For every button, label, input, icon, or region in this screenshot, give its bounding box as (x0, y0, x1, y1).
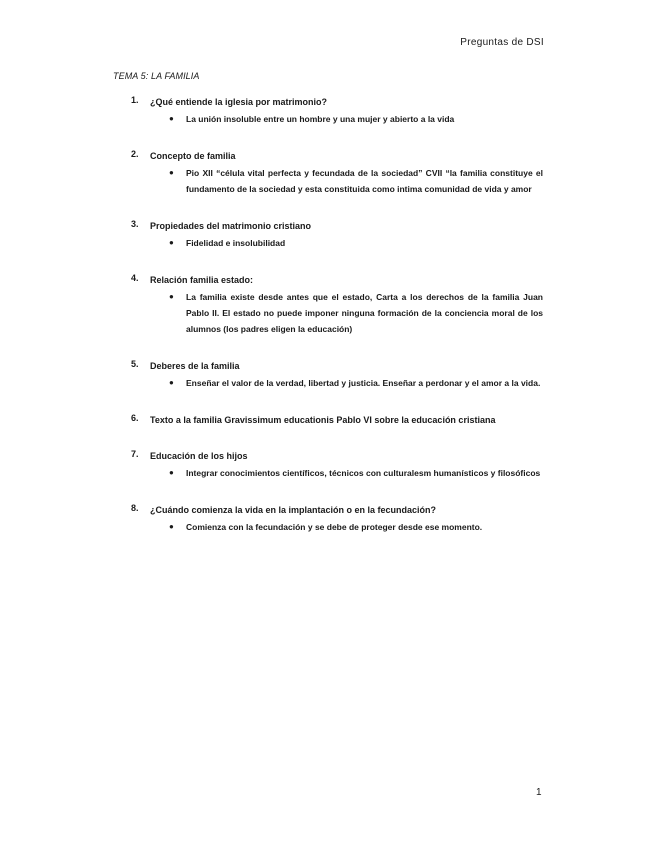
page-number: 1 (536, 787, 542, 798)
answer-text: Fidelidad e insolubilidad (186, 238, 286, 248)
question-item (113, 503, 543, 535)
bullet-icon: ● (169, 168, 174, 177)
answer-item (150, 465, 543, 481)
answer-list (150, 375, 543, 391)
bullet-icon: ● (169, 114, 174, 123)
answer-item (150, 519, 543, 535)
answer-item (150, 235, 543, 251)
answer-item (150, 165, 543, 197)
question-title: Deberes de la familia (150, 361, 240, 371)
question-number: 5. (131, 359, 139, 369)
question-number: 7. (131, 449, 139, 459)
question-title: Concepto de familia (150, 151, 236, 161)
answer-text: Integrar conocimientos científicos, técnicos con culturalesm humanísticos y filosóficos (186, 468, 541, 478)
question-item (113, 273, 543, 337)
question-item (113, 149, 543, 197)
question-title: ¿Cuándo comienza la vida en la implantación o en la fecundación? (150, 505, 437, 515)
answer-list (150, 289, 543, 337)
question-number: 3. (131, 219, 139, 229)
question-list (113, 95, 543, 557)
question-title: Educación de los hijos (150, 451, 248, 461)
topic-heading: TEMA 5: LA FAMILIA (113, 71, 200, 81)
answer-item (150, 289, 543, 337)
bullet-icon: ● (169, 468, 174, 477)
bullet-icon: ● (169, 378, 174, 387)
question-title: Propiedades del matrimonio cristiano (150, 221, 312, 231)
question-title: Texto a la familia Gravissimum educationis Pablo VI sobre la educación cristiana (150, 415, 496, 425)
answer-list (150, 235, 543, 251)
answer-text: Pio XII “célula vital perfecta y fecundada de la sociedad” CVII “la familia constituye el fundamento de la sociedad y esta constituida como intima comunidad de vida y amor (186, 168, 543, 194)
question-number: 4. (131, 273, 139, 283)
bullet-icon: ● (169, 238, 174, 247)
header-title: Preguntas de DSI (460, 37, 544, 48)
question-item (113, 449, 543, 481)
question-item (113, 95, 543, 127)
answer-text: Comienza con la fecundación y se debe de proteger desde ese momento. (186, 522, 483, 532)
answer-list (150, 111, 543, 127)
question-number: 6. (131, 413, 139, 423)
question-number: 1. (131, 95, 139, 105)
question-number: 8. (131, 503, 139, 513)
answer-item (150, 111, 543, 127)
answer-text: La unión insoluble entre un hombre y una mujer y abierto a la vida (186, 114, 455, 124)
question-title: ¿Qué entiende la iglesia por matrimonio? (150, 97, 328, 107)
bullet-icon: ● (169, 292, 174, 301)
question-number: 2. (131, 149, 139, 159)
bullet-icon: ● (169, 522, 174, 531)
question-title: Relación familia estado: (150, 275, 254, 285)
answer-list (150, 519, 543, 535)
question-item (113, 413, 543, 427)
answer-text: Enseñar el valor de la verdad, libertad y justicia. Enseñar a perdonar y el amor a la vida. (186, 378, 541, 388)
question-item (113, 359, 543, 391)
answer-list (150, 165, 543, 197)
answer-item (150, 375, 543, 391)
answer-text: La familia existe desde antes que el estado, Carta a los derechos de la familia Juan Pablo II. El estado no puede imponer ninguna formación de la conciencia moral de los alumnos (los padres eligen la educación) (186, 292, 543, 334)
answer-list (150, 465, 543, 481)
question-item (113, 219, 543, 251)
